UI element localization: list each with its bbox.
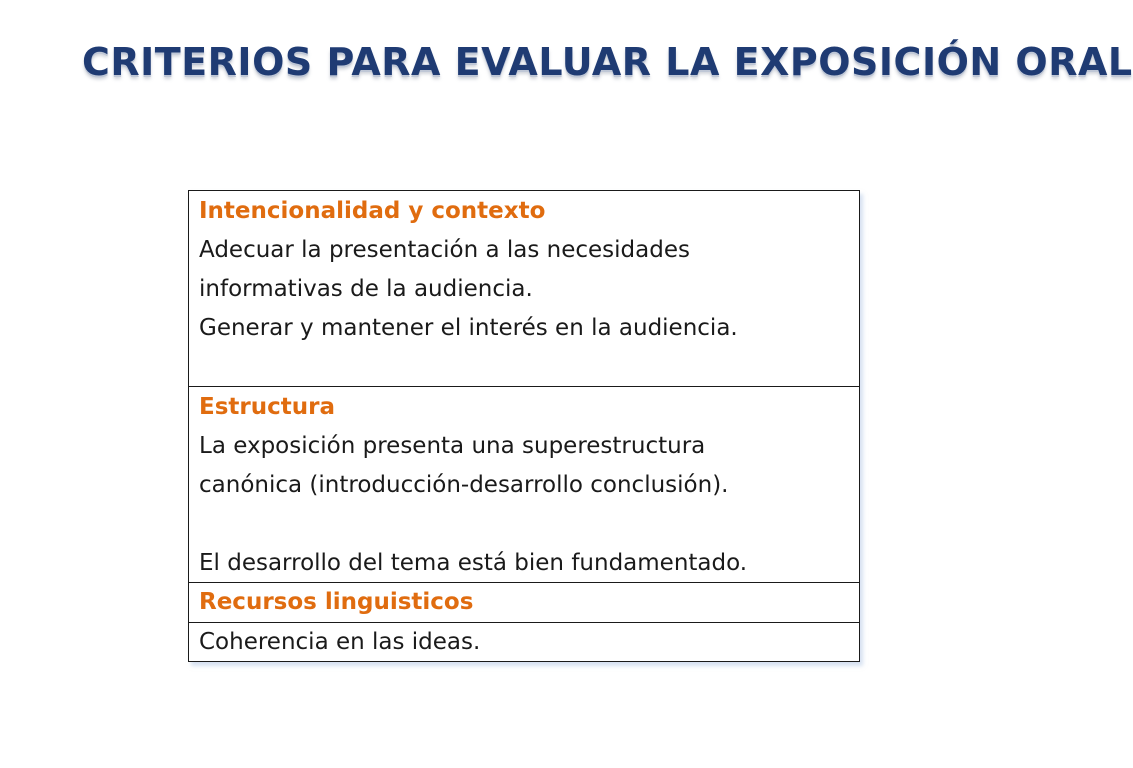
slide-title: CRITERIOS PARA EVALUAR LA EXPOSICIÓN ORAL [82, 40, 1133, 84]
criteria-line: El desarrollo del tema está bien fundamentado. [199, 550, 748, 576]
criteria-section-coherencia [189, 623, 859, 661]
criteria-line: Generar y mantener el interés en la audiencia. [199, 315, 738, 341]
criteria-line: Coherencia en las ideas. [199, 629, 481, 655]
criteria-table [188, 190, 860, 662]
section-heading: Intencionalidad y contexto [199, 198, 546, 224]
section-heading: Recursos linguisticos [199, 589, 474, 615]
criteria-line: Adecuar la presentación a las necesidades [199, 237, 690, 263]
criteria-line: La exposición presenta una superestructura [199, 433, 706, 459]
criteria-line: canónica (introducción-desarrollo conclusión). [199, 472, 729, 498]
criteria-section-estructura [189, 387, 859, 583]
criteria-section-intencionalidad [189, 191, 859, 387]
criteria-line: informativas de la audiencia. [199, 276, 533, 302]
criteria-section-recursos [189, 583, 859, 623]
blank-line [199, 505, 849, 544]
section-heading: Estructura [199, 394, 335, 420]
